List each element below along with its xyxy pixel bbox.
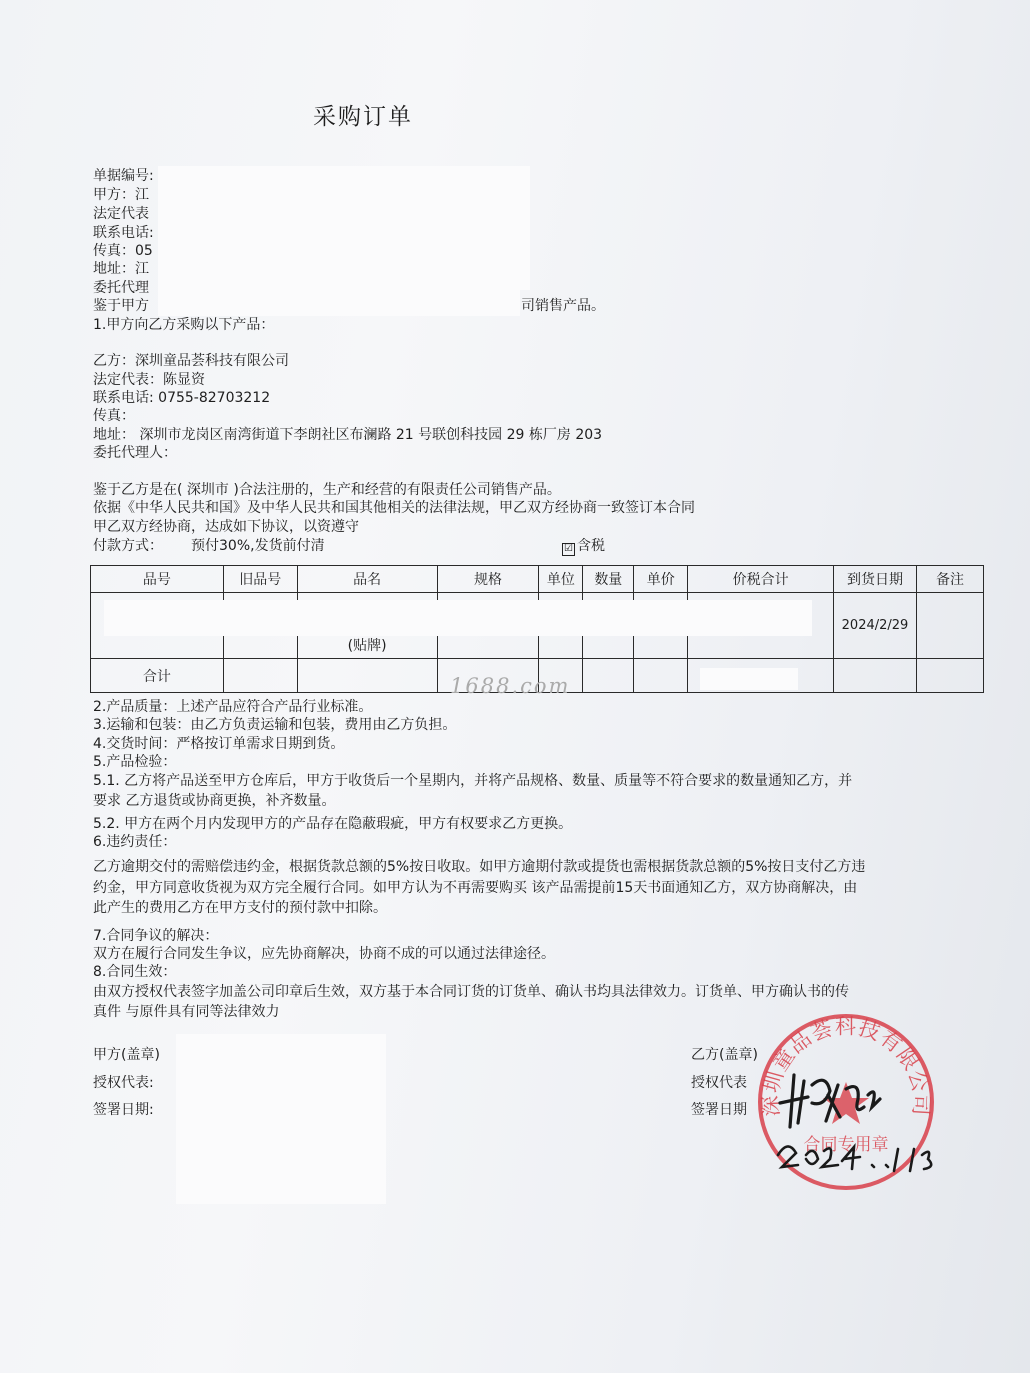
table-header-cell: 单位 <box>539 566 583 593</box>
partyB-authorized-rep-label: 授权代表 <box>691 1075 747 1091</box>
handwritten-signature <box>768 1055 948 1185</box>
clause-8: 8.合同生效： <box>93 964 177 980</box>
clause-5: 5.产品检验： <box>93 754 177 770</box>
svg-text:合同专用章: 合同专用章 <box>803 1135 889 1155</box>
redaction-box <box>158 290 520 316</box>
table-header-cell: 价税合计 <box>688 566 834 593</box>
clause-4: 4.交货时间：严格按订单需求日期到货。 <box>93 736 345 752</box>
partyB-seal-label: 乙方(盖章) <box>691 1047 758 1063</box>
table-header-cell: 规格 <box>437 566 539 593</box>
table-header-cell: 品号 <box>91 566 224 593</box>
intro-line-2: 依据《中华人民共和国》及中华人民共和国其他相关的法律法规，甲乙双方经协商一致签订本合同 <box>93 500 695 516</box>
clause-2: 2.产品质量：上述产品应符合产品行业标准。 <box>93 699 373 715</box>
intro-line-1: 鉴于乙方是在( 深圳市 )合法注册的，生产和经营的有限责任公司销售产品。 <box>93 482 561 498</box>
table-cell <box>223 659 297 693</box>
partyA-note-end: 司销售产品。 <box>521 298 605 314</box>
clause-5-1-line-2: 要求 乙方退货或协商更换，补齐数量。 <box>93 793 336 809</box>
tax-checkbox-icon: ☑ <box>562 543 575 556</box>
clause-6: 6.违约责任： <box>93 834 177 850</box>
partyB-phone: 联系电话: 0755-82703212 <box>93 390 271 406</box>
payment-value: 预付30%,发货前付清 <box>191 538 325 554</box>
partyA-phone: 联系电话: <box>93 225 154 241</box>
intro-line-3: 甲乙双方经协商，达成如下协议，以资遵守 <box>93 519 359 535</box>
total-label-cell: 合计 <box>91 659 224 693</box>
clause-6-line-3: 此产生的费用乙方在甲方支付的预付款中扣除。 <box>93 900 387 916</box>
clause-6-line-1: 乙方逾期交付的需赔偿违约金，根据货款总额的5%按日收取。如甲方逾期付款或提货也需根据货款总额的5%按日支付乙方违 <box>93 859 866 875</box>
partyB-rep: 法定代表：陈显资 <box>93 372 205 388</box>
partyA-doc-no: 单据编号: <box>93 168 154 184</box>
table-cell <box>916 593 983 659</box>
tax-included <box>562 537 605 556</box>
partyB-name: 乙方：深圳童品荟科技有限公司 <box>93 353 289 369</box>
clause-8-line-2: 真件 与原件具有同等法律效力 <box>93 1004 280 1020</box>
clause-6-line-2: 约金，甲方同意收货视为双方完全履行合同。如甲方认为不再需要购买 该产品需提前15天书面通知乙方，双方协商解决，由 <box>93 880 858 896</box>
redaction-box <box>700 668 798 690</box>
partyB-sign-date-label: 签署日期 <box>691 1102 747 1118</box>
table-header-cell: 备注 <box>916 566 983 593</box>
partyA-seal-label: 甲方(盖章) <box>93 1047 160 1063</box>
table-header-cell: 旧品号 <box>223 566 297 593</box>
watermark-text: 1688.com <box>450 674 571 698</box>
clause-8-line-1: 由双方授权代表签字加盖公司印章后生效，双方基于本合同订货的订货单、确认书均具法律效力。订货单、甲方确认书的传 <box>93 984 849 1000</box>
document-title: 采购订单 <box>313 104 413 130</box>
partyA-address: 地址：江 <box>93 261 149 277</box>
table-header-row <box>91 566 984 593</box>
partyB-address: 地址： 深圳市龙岗区南湾街道下李朗社区布澜路 21 号联创科技园 29 栋厂房 203 <box>93 427 603 443</box>
redaction-box <box>176 1034 386 1204</box>
table-cell <box>916 659 983 693</box>
partyA-sign-date-label: 签署日期: <box>93 1102 154 1118</box>
partyB-agent: 委托代理人： <box>93 445 177 461</box>
clause-5-1-line-1: 5.1. 乙方将产品送至甲方仓库后，甲方于收货后一个星期内，并将产品规格、数量、质量等不符合要求的数量通知乙方，并 <box>93 773 853 789</box>
partyA-name: 甲方：江 <box>93 187 149 203</box>
table-header-cell: 数量 <box>583 566 634 593</box>
partyA-fax: 传真：05 <box>93 243 153 259</box>
clause-7: 7.合同争议的解决： <box>93 928 219 944</box>
partyB-fax: 传真： <box>93 408 135 424</box>
partyA-authorized-rep-label: 授权代表: <box>93 1075 154 1091</box>
table-header-cell: 品名 <box>297 566 437 593</box>
table-cell <box>583 659 634 693</box>
redaction-box <box>158 166 530 290</box>
partyA-note-start: 鉴于甲方 <box>93 298 149 314</box>
svg-text:深圳童品荟科技有限公司: 深圳童品荟科技有限公司 <box>758 1014 934 1118</box>
redaction-box <box>104 600 812 636</box>
partyA-rep: 法定代表 <box>93 206 149 222</box>
table-header-cell: 单价 <box>634 566 688 593</box>
section-1-heading: 1.甲方向乙方采购以下产品： <box>93 317 275 333</box>
table-cell <box>297 659 437 693</box>
clause-7-body: 双方在履行合同发生争议，应先协商解决，协商不成的可以通过法律途径。 <box>93 946 555 962</box>
table-cell <box>834 659 917 693</box>
tax-label: 含税 <box>577 538 605 554</box>
product-name-cell: (贴牌) <box>297 593 437 659</box>
table-header-cell: 到货日期 <box>834 566 917 593</box>
clause-3: 3.运输和包装：由乙方负责运输和包装，费用由乙方负担。 <box>93 717 457 733</box>
clause-5-2: 5.2. 甲方在两个月内发现甲方的产品存在隐蔽瑕疵，甲方有权要求乙方更换。 <box>93 816 573 832</box>
table-cell <box>634 659 688 693</box>
payment-label: 付款方式： <box>93 538 163 554</box>
partyA-agent: 委托代理 <box>93 280 149 296</box>
delivery-date-cell: 2024/2/29 <box>834 593 917 659</box>
